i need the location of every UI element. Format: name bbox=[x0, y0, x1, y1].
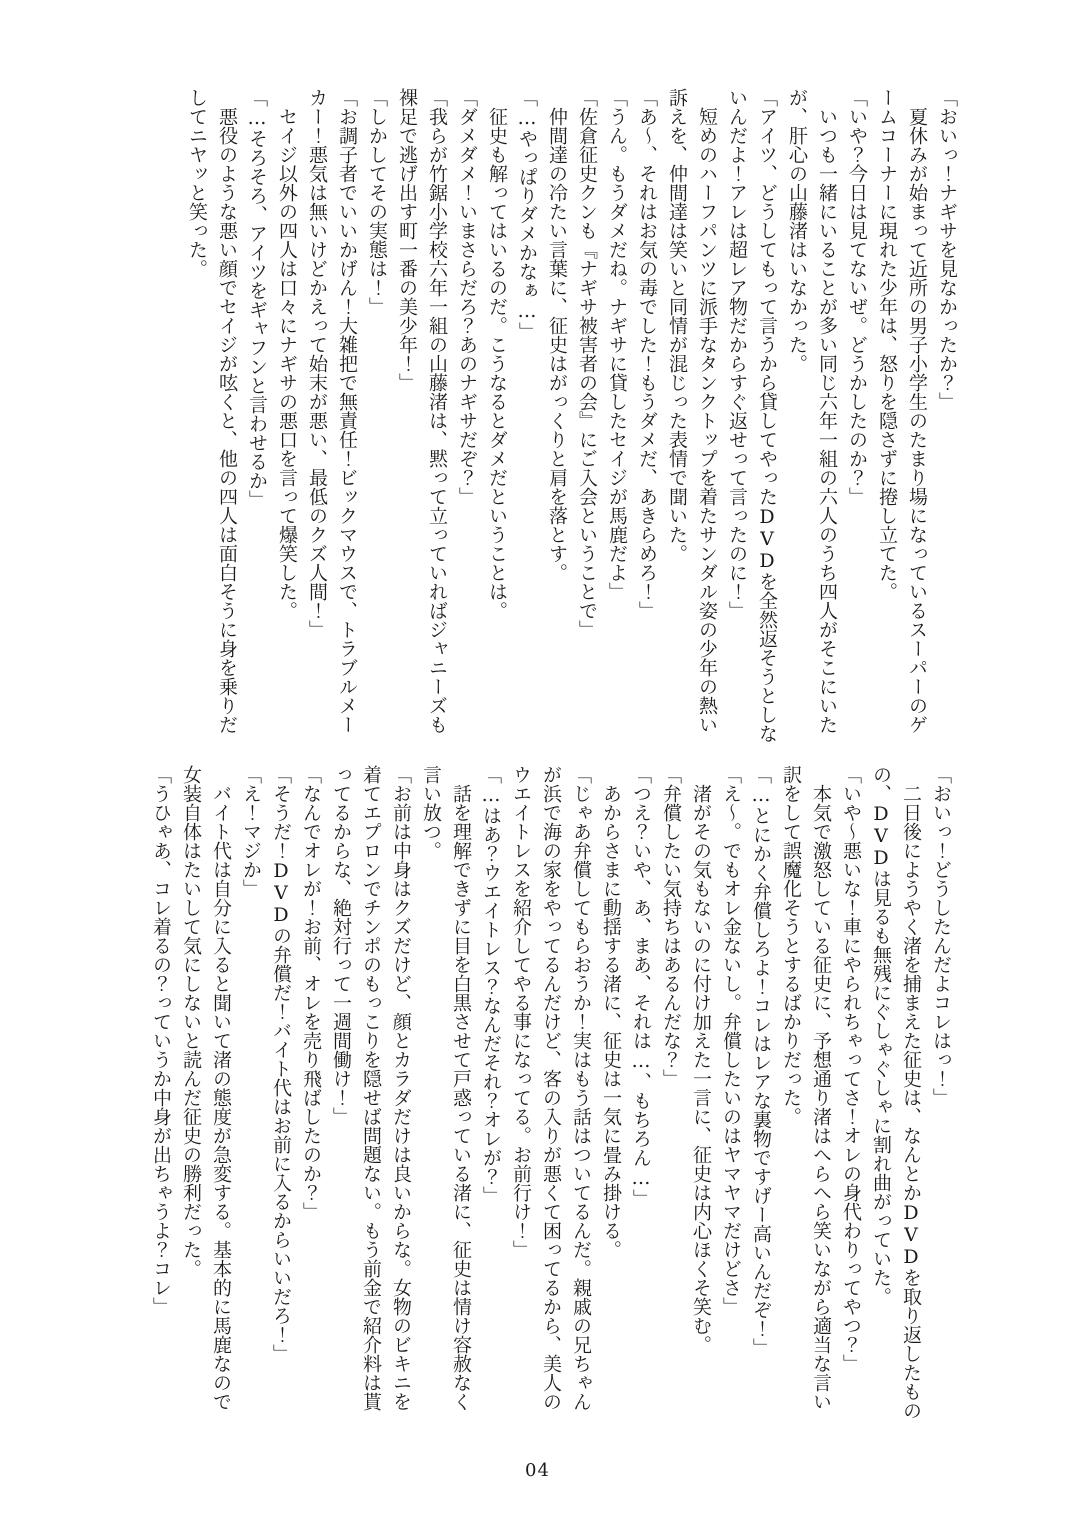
text-line: 「いや〜悪いな！車にやられちゃってさ！オレの身代わりってやつ？」 bbox=[840, 765, 862, 1373]
text-line: 「そうだ！DVDの弁償だ！バイト代はお前に入るからいいだろ！」 bbox=[270, 765, 292, 1363]
text-line: の、DVDは見るも無残にぐしゃぐしゃに割れ曲がっていた。 bbox=[870, 765, 892, 1306]
text-line: が浜で海の家をやってるんだけど、客の入りが悪くて困ってるから、美人の bbox=[540, 765, 562, 1411]
text-line: 征史も解ってはいるのだ。こうなるとダメだということは。 bbox=[486, 88, 508, 620]
text-line: 渚がその気もないのに付け加えた一言に、征史は内心ほくそ笑む。 bbox=[690, 765, 712, 1354]
text-line: 裸足で逃げ出す町一番の美少年！」 bbox=[396, 88, 418, 392]
text-line: 「お調子者でいいかげん！大雑把で無責任！ビックマウスで、トラブルメー bbox=[336, 88, 358, 734]
text-line: いんだよ！アレは超レア物だからすぐ返せって言ったのに！」 bbox=[726, 88, 748, 620]
text-line: 「…はあ？ウエイトレス？なんだそれ？オレが？」 bbox=[480, 765, 502, 1205]
text-line: 二日後にようやく渚を捕まえた征史は、なんとかDVDを取り返したもの bbox=[900, 765, 922, 1420]
text-line: が、肝心の山藤渚はいなかった。 bbox=[786, 88, 808, 373]
text-line: 「…とにかく弁償しろよ！コレはレアな裏物ですげー高いんだぞ！」 bbox=[750, 765, 772, 1357]
text-line: 訴えを、仲間達は笑いと同情が混じった表情で聞いた。 bbox=[666, 88, 688, 563]
text-line: 本気で激怒している征史に、予想通り渚はへらへら笑いながら適当な言い bbox=[810, 765, 832, 1411]
text-line: 仲間達の冷たい言葉に、征史はがっくりと肩を落とす。 bbox=[546, 88, 568, 582]
text-line: 「アイツ、どうしてもって言うから貸してやったDVDを全然返そうとしな bbox=[756, 88, 778, 743]
page-number: 04 bbox=[525, 1460, 550, 1481]
text-line: 訳をして誤魔化そうとするばかりだった。 bbox=[780, 765, 802, 1126]
text-block-bottom bbox=[146, 765, 956, 1433]
text-line: 「つえ？いや、あ、まあ、それは…、もちろん…」 bbox=[630, 765, 652, 1208]
text-line: 着てエプロンでチンポのもっこりを隠せば問題ない。もう前金で紹介料は貰 bbox=[360, 765, 382, 1411]
text-line: 「しかしてその実態は！」 bbox=[366, 88, 388, 316]
text-line: 話を理解できずに目を白黒させて戸惑っている渚に、征史は情け容赦なく bbox=[450, 765, 472, 1411]
text-line: 「おいっ！どうしたんだよコレはっ！」 bbox=[930, 765, 952, 1107]
text-line: 「…やっぱりダメかなぁ…」 bbox=[516, 88, 538, 341]
text-line: ームコーナーに現れた少年は、怒りを隠さずに捲し立てた。 bbox=[876, 88, 898, 601]
text-line: 「弁償したい気持ちはあるんだな？」 bbox=[660, 765, 682, 1088]
text-line: 女装自体はたいして気にしないと読んだ征史の勝利だった。 bbox=[180, 765, 202, 1278]
text-line: 「いや？今日は見てないぜ。どうかしたのか？」 bbox=[846, 88, 868, 506]
text-line: セイジ以外の四人は口々にナギサの悪口を言って爆笑した。 bbox=[276, 88, 298, 620]
text-line: カー！悪気は無いけどかえって始末が悪い、最低のクズ人間！」 bbox=[306, 88, 328, 639]
text-line: あからさまに動揺する渚に、征史は一気に畳み掛ける。 bbox=[600, 765, 622, 1259]
text-line: 「え〜。でもオレ金ないし。弁償したいのはヤマヤマだけどさ」 bbox=[720, 765, 742, 1316]
text-line: ウエイトレスを紹介してやる事になってる。お前行け！」 bbox=[510, 765, 532, 1259]
text-line: 「じゃあ弁償してもらおうか！実はもう話はついてるんだ。親戚の兄ちゃん bbox=[570, 765, 592, 1411]
text-line: ってるからな、絶対行って一週間働け！」 bbox=[330, 765, 352, 1126]
text-line: 「なんでオレが！お前、オレを売り飛ばしたのか？」 bbox=[300, 765, 322, 1221]
text-line: バイト代は自分に入ると聞いて渚の態度が急変する。基本的に馬鹿なので bbox=[210, 765, 232, 1411]
text-line: 短めのハーフパンツに派手なタンクトップを着たサンダル姿の少年の熱い bbox=[696, 88, 718, 734]
text-line: 言い放つ。 bbox=[420, 765, 442, 860]
text-line: してニヤッと笑った。 bbox=[186, 88, 208, 278]
text-line: いつも一緒にいることが多い同じ六年一組の六人のうち四人がそこにいた bbox=[816, 88, 838, 734]
text-line: 「うひゃあ、コレ着るの？っていうか中身が出ちゃうよ？コレ」 bbox=[150, 765, 172, 1316]
text-line: 「え！マジか」 bbox=[240, 765, 262, 898]
text-line: 「おいっ！ナギサを見なかったか？」 bbox=[936, 88, 958, 411]
text-line: 「我らが竹鋸小学校六年一組の山藤渚は、黙って立っていればジャニーズも bbox=[426, 88, 448, 734]
text-line: 夏休みが始まって近所の男子小学生のたまり場になっているスーパーのゲ bbox=[906, 88, 928, 734]
text-line: 悪役のような悪い顔でセイジが呟くと、他の四人は面白そうに身を乗りだ bbox=[216, 88, 238, 734]
text-line: 「…そろそろ、アイツをギャフンと言わせるか」 bbox=[246, 88, 268, 509]
text-line: 「佐倉征史クンも『ナギサ被害者の会』にご入会ということで」 bbox=[576, 88, 598, 639]
text-line: 「お前は中身はクズだけど、顔とカラダだけは良いからな。女物のビキニを bbox=[390, 765, 412, 1411]
text-block-top bbox=[182, 88, 962, 756]
text-line: 「ダメダメ！いまさらだろ？あのナギサだぞ？」 bbox=[456, 88, 478, 506]
text-line: 「あ〜、それはお気の毒でした！もうダメだ、あきらめろ！」 bbox=[636, 88, 658, 620]
text-line: 「うん。もうダメだね。ナギサに貸したセイジが馬鹿だよ」 bbox=[606, 88, 628, 601]
